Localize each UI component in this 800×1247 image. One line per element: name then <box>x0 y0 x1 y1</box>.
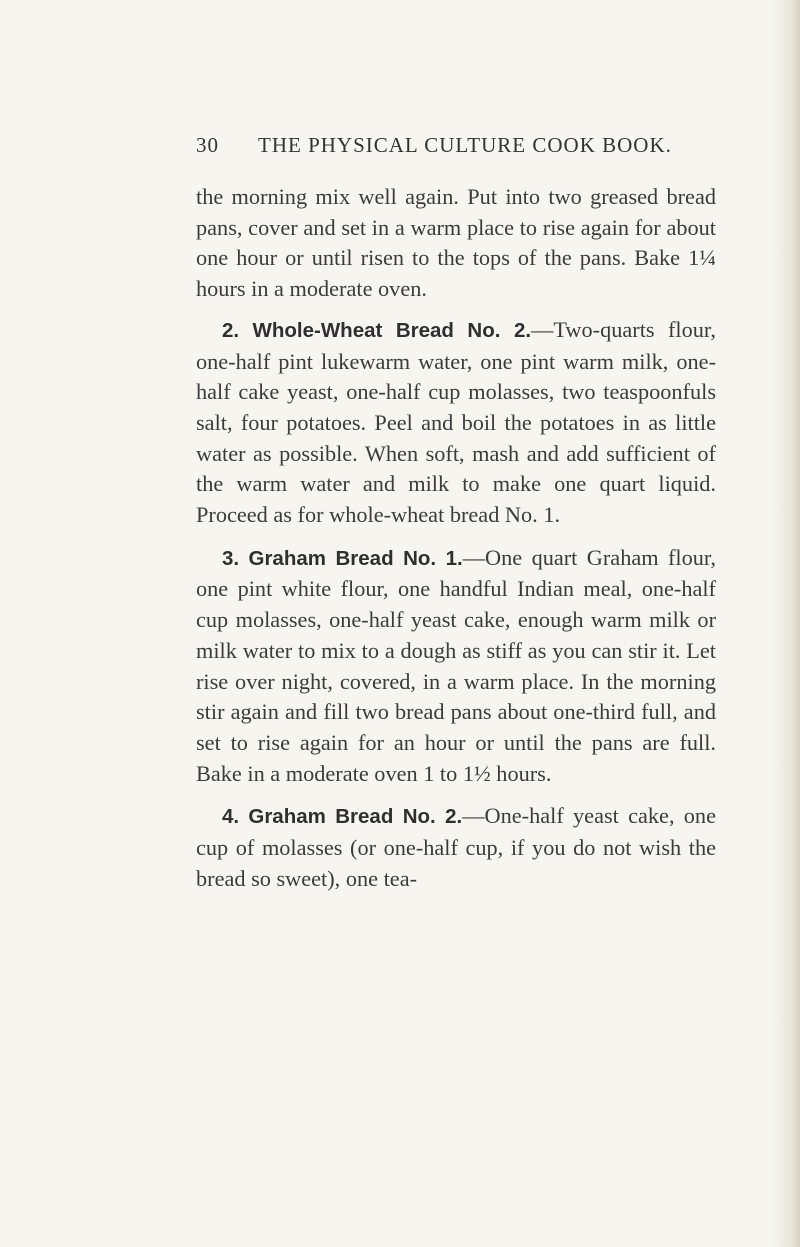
paragraph-text: the morning mix well again. Put into two greased bread pans, cover and set in a warm place to rise again for about one hour or until risen to the tops of the pans. Bake 1¼ hours in a moderate oven. <box>196 184 716 302</box>
page-edge-shadow <box>772 0 800 1247</box>
running-title: THE PHYSICAL CULTURE COOK BOOK. <box>258 133 672 157</box>
recipe-whole-wheat-bread-2 <box>196 315 716 531</box>
recipe-graham-bread-1 <box>196 543 716 790</box>
page-number: 30 <box>196 133 219 157</box>
recipe-number: 3. <box>222 546 240 570</box>
recipe-graham-bread-2 <box>196 801 716 894</box>
recipe-title: Graham Bread No. 1. <box>248 546 463 570</box>
running-head <box>196 133 716 165</box>
recipe-text: —One-half yeast cake, one cup of molasses (or one-half cup, if you do not wish the bread so sweet), one tea- <box>196 803 716 891</box>
paragraph-continuation <box>196 182 716 305</box>
recipe-number: 4. <box>222 805 240 829</box>
recipe-text: —Two-quarts flour, one-half pint lukewarm water, one pint warm milk, one-half cake yeast, one-half cup molasses, two teaspoonfuls salt, four potatoes. Peel and boil the potatoes in as little water as possible. When soft, mash and add sufficient of the warm water and milk to make one quart liquid. Proceed as for whole-wheat bread No. 1. <box>196 316 716 528</box>
recipe-text: —One quart Graham flour, one pint white flour, one handful Indian meal, one-half cup molasses, one-half yeast cake, enough warm milk or milk water to mix to a dough as stiff as you can stir it. Let rise over night, covered, in a warm place. In the morning stir again and fill two bread pans about one-third full, and set to rise again for an hour or until the pans are full. Bake in a moderate oven 1 to 1½ hours. <box>196 544 716 786</box>
recipe-title: Graham Bread No. 2. <box>248 805 463 829</box>
recipe-number: 2. <box>222 318 240 342</box>
body-text <box>196 182 716 906</box>
recipe-title: Whole-Wheat Bread No. 2. <box>252 318 532 342</box>
